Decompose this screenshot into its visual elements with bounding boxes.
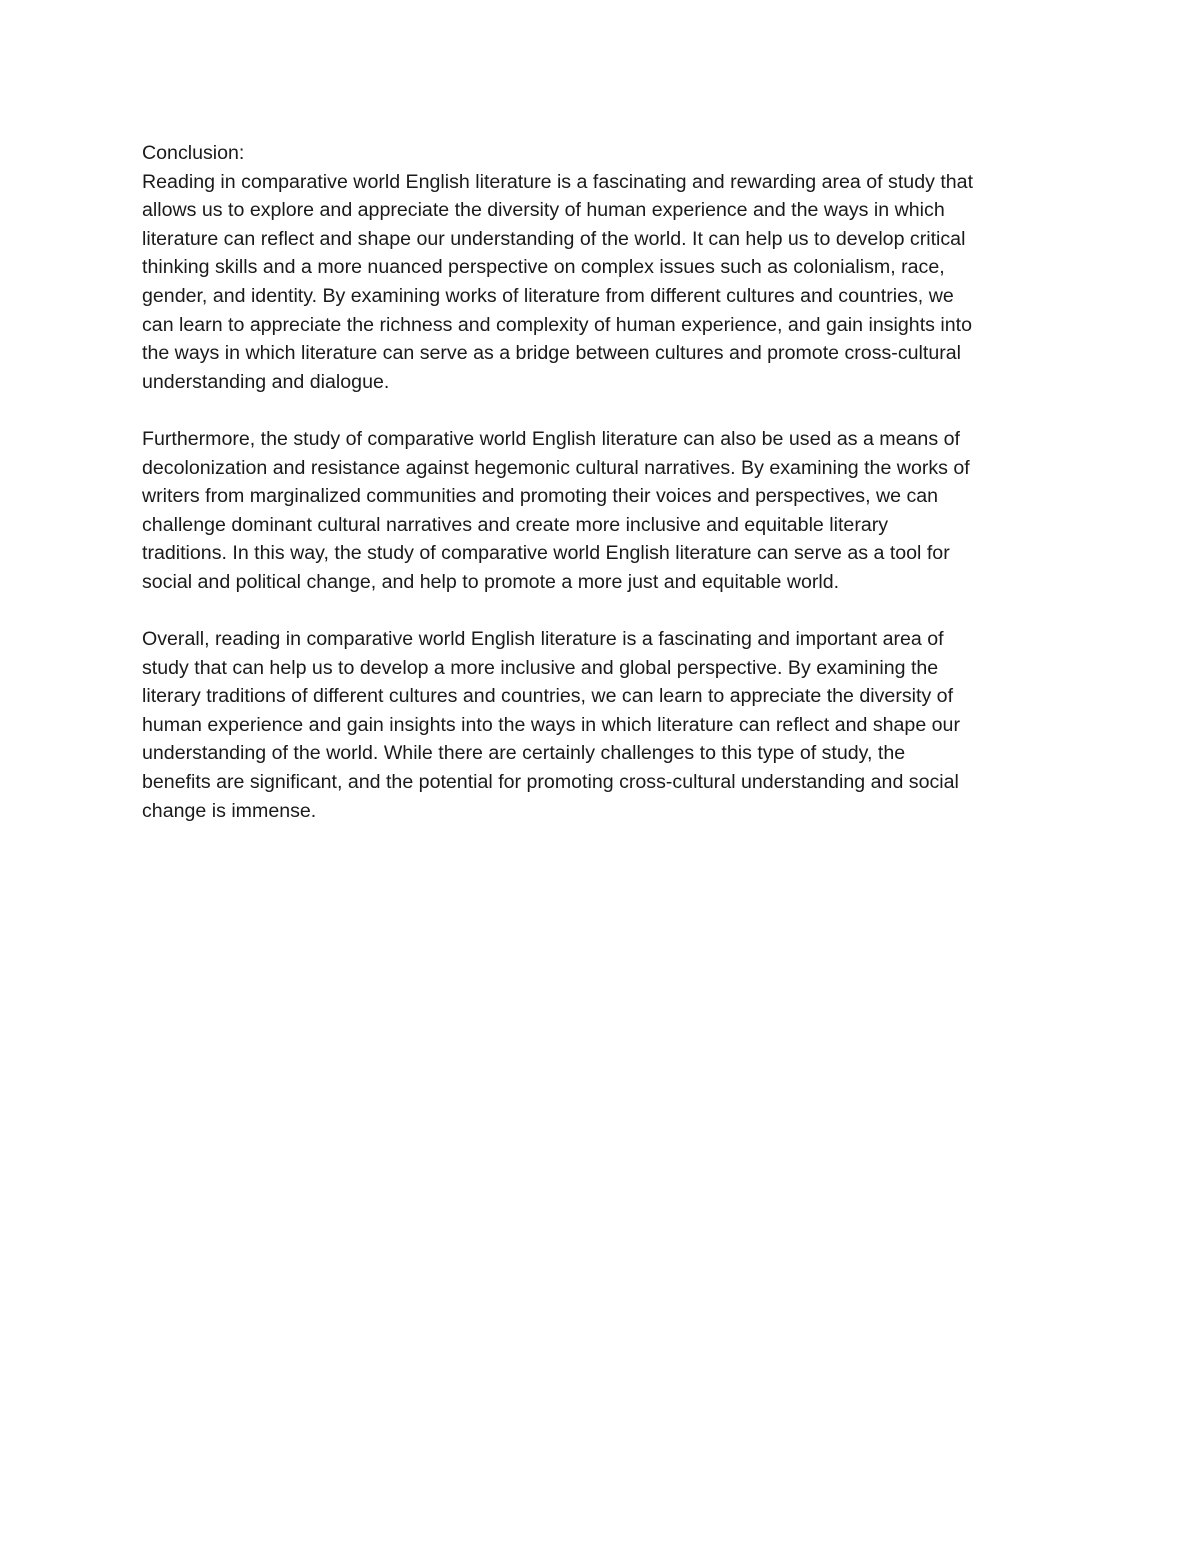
paragraph-line: gender, and identity. By examining works of literature from different cultures and countries, we <box>142 284 954 307</box>
paragraph-line: challenge dominant cultural narratives and create more inclusive and equitable literary <box>142 513 889 536</box>
paragraph-line: social and political change, and help to promote a more just and equitable world. <box>142 570 840 593</box>
paragraph-line: writers from marginalized communities and promoting their voices and perspectives, we can <box>142 485 939 508</box>
paragraph-spacer <box>142 396 1062 425</box>
paragraph-line: study that can help us to develop a more inclusive and global perspective. By examining the <box>142 656 939 679</box>
paragraph-line: change is immense. <box>142 799 317 822</box>
paragraph-line: traditions. In this way, the study of comparative world English literature can serve as a tool for <box>142 542 950 565</box>
paragraph-3 <box>142 625 1062 825</box>
paragraph-line: Furthermore, the study of comparative world English literature can also be used as a means of <box>142 427 960 450</box>
paragraph-line: literary traditions of different cultures and countries, we can learn to appreciate the diversity of <box>142 685 954 708</box>
section-heading: Conclusion: <box>142 142 245 164</box>
paragraph-line: human experience and gain insights into the ways in which literature can reflect and shape our <box>142 713 960 736</box>
paragraph-spacer <box>142 597 1062 626</box>
document-page <box>142 139 1062 825</box>
paragraph-line: Reading in comparative world English literature is a fascinating and rewarding area of study that <box>142 170 974 193</box>
paragraph-line: can learn to appreciate the richness and complexity of human experience, and gain insights into <box>142 313 972 336</box>
paragraph-line: thinking skills and a more nuanced perspective on complex issues such as colonialism, race, <box>142 256 945 279</box>
paragraph-line: understanding and dialogue. <box>142 370 390 393</box>
paragraph-line: understanding of the world. While there are certainly challenges to this type of study, the <box>142 742 906 765</box>
paragraph-line: Overall, reading in comparative world English literature is a fascinating and important area of <box>142 628 944 651</box>
paragraph-line: benefits are significant, and the potential for promoting cross-cultural understanding and social <box>142 771 959 794</box>
paragraph-2 <box>142 425 1062 597</box>
paragraph-line: literature can reflect and shape our understanding of the world. It can help us to develop critical <box>142 227 966 250</box>
paragraph-line: decolonization and resistance against hegemonic cultural narratives. By examining the works of <box>142 456 970 479</box>
paragraph-line: allows us to explore and appreciate the diversity of human experience and the ways in which <box>142 199 945 222</box>
paragraph-line: the ways in which literature can serve as a bridge between cultures and promote cross-cultural <box>142 342 961 365</box>
paragraph-1 <box>142 168 1062 397</box>
